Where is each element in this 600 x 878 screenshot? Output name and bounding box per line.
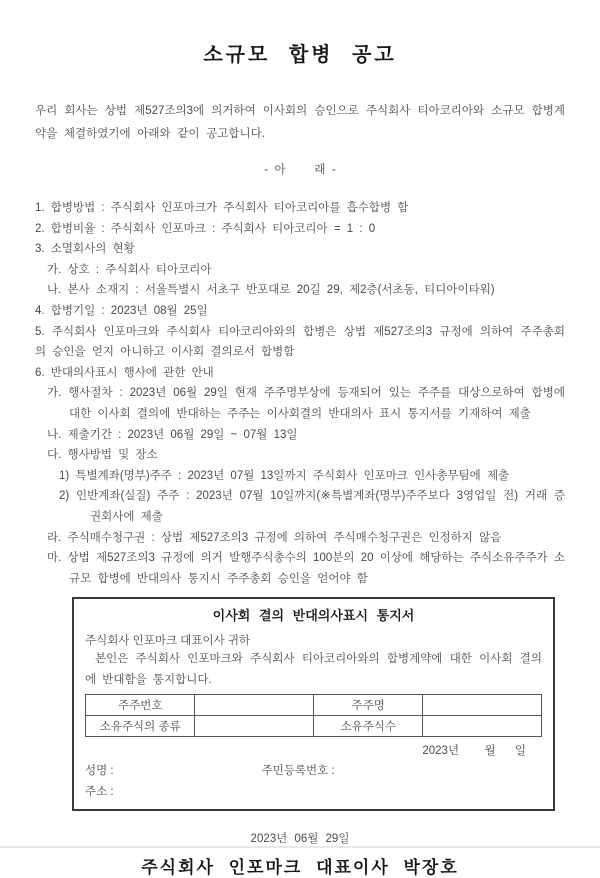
shareholder-info-table: [85, 694, 542, 737]
dissolved-company-address-line: 나. 본사 소재지 : 서울특별시 서초구 반포대로 20길 29, 제2층(서초동, 티디아이타워): [47, 284, 495, 297]
dissolved-company-heading: 3. 소멸회사의 현황: [35, 243, 135, 256]
shareholder-number-label: 주주번호: [86, 695, 195, 716]
name-label: 성명 :: [85, 765, 114, 778]
share-count-field: [423, 716, 542, 737]
form-recipient-line: 주식회사 인포마크 대표이사 귀하: [85, 635, 251, 648]
address-label: 주소 :: [85, 786, 114, 799]
form-title: 이사회 결의 반대의사표시 통지서: [212, 608, 415, 624]
general-account-line: 2) 인반계좌(실질) 주주 : 2023년 07월 10일까지(※특별계좌(명부)주주보다 3영업일 전) 거래 증권회사에 제출: [59, 490, 565, 523]
notice-item-list: [35, 198, 565, 589]
company-signature: 주식회사 인포마크 대표이사 박장호: [141, 858, 459, 878]
submission-period-line: 나. 제출기간 : 2023년 06월 29일 ~ 07월 13일: [47, 428, 298, 441]
form-body-paragraph: 본인은 주식회사 인포마크와 주식회사 티아코리아와의 합병계약에 대한 이사회 결의에 반대함을 통지합니다.: [85, 653, 542, 686]
merger-method-line: 1. 합병방법 : 주식회사 인포마크가 주식회사 티아코리아를 흡수합병 함: [35, 202, 409, 214]
shareholder-name-label: 주주명: [313, 695, 422, 716]
shareholder-number-field: [195, 695, 314, 716]
dissent-notice-form-box: [72, 597, 555, 811]
intro-paragraph: 우리 회사는 상법 제527조의3에 의거하여 이사회의 승인으로 주식회사 티아코리아와 소규모 합병계약을 체결하였기에 아래와 같이 공고합니다.: [35, 105, 565, 140]
shareholder-name-field: [423, 695, 542, 716]
announcement-date: 2023년 06월 29일: [250, 833, 350, 846]
approval-threshold-line: 마. 상법 제527조의3 규정에 의거 발행주식총수의 100분의 20 이상에 해당하는 주식소유주주가 소규모 합병에 반대의사 통지시 주주총회 승인을 얻어야 함: [47, 552, 565, 585]
share-type-label: 소유주식의 종류: [86, 716, 195, 737]
share-type-field: [195, 716, 314, 737]
table-row: [86, 695, 542, 716]
special-account-line: 1) 특별계좌(명부)주주 : 2023년 07월 13일까지 주식회사 인포마크 인사총무팀에 제출: [59, 469, 510, 482]
page-title: 소규모 합병 공고: [203, 44, 397, 66]
dissent-procedure-line: 가. 행사절차 : 2023년 06월 29일 현재 주주명부상에 등재되어 있는 주주를 대상으로하여 합병에 대한 이사회 결의에 반대하는 주주는 이사회결의 반대의사 표시 통지서를 기재하여 제출: [47, 387, 565, 420]
appraisal-rights-line: 라. 주식매수청구권 : 상법 제527조의3 규정에 의하여 주식매수청구권은 인정하지 않음: [47, 531, 502, 544]
merger-date-line: 4. 합병기일 : 2023년 08월 25일: [35, 304, 208, 317]
form-name-row: [85, 762, 542, 778]
form-blank-date-line: 2023년 월 일: [422, 745, 526, 758]
dissolved-company-name-line: 가. 상호 : 주식회사 티아코리아: [47, 263, 212, 276]
dissent-guide-heading: 6. 반대의사표시 행사에 관한 안내: [35, 366, 214, 379]
table-row: [86, 716, 542, 737]
share-count-label: 소유주식수: [313, 716, 422, 737]
resident-id-label: 주민등록번호 :: [261, 765, 335, 778]
merger-ratio-line: 2. 합병비율 : 주식회사 인포마크 : 주식회사 티아코리아 = 1 : 0: [35, 222, 376, 235]
board-resolution-clause-line: 5. 주식회사 인포마크와 주식회사 티아코리아와의 합병은 상법 제527조의3 규정에 의하여 주주총회의 승인을 얻지 아니하고 이사회 결의로서 합병함: [35, 325, 565, 359]
section-divider-label: - 아 래 -: [264, 164, 336, 176]
submission-method-heading: 다. 행사방법 및 장소: [47, 449, 158, 462]
